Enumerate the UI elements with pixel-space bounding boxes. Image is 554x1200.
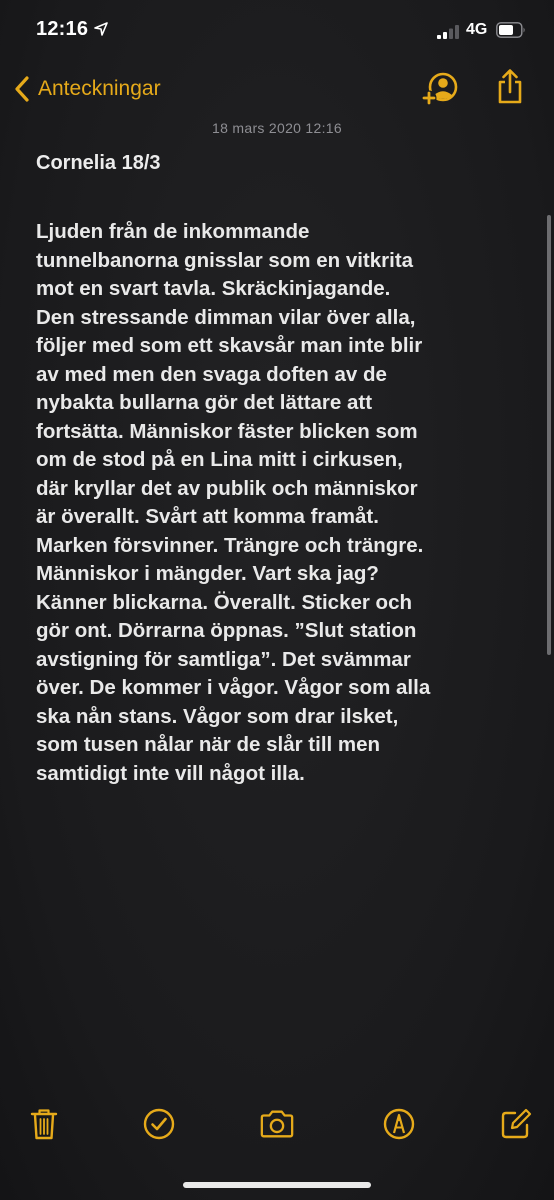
cellular-signal-icon <box>437 25 459 39</box>
location-arrow-icon <box>94 22 108 36</box>
camera-button[interactable] <box>259 1106 295 1142</box>
delete-button[interactable] <box>26 1106 62 1142</box>
markup-pen-icon <box>382 1107 416 1141</box>
back-label: Anteckningar <box>38 77 161 100</box>
note-body[interactable]: Ljuden från de inkommande tunnelbanorna gnisslar som en vitkrita mot en svart tavla. Skräckinjagande. Den stressande dimman vilar över alla, följer med som ett skavsår man inte blir av med men den svaga doften av de nybakta bullarna gör det lättare att fortsätta. Människor fäster blicken som om de stod på en Lina mitt i cirkusen, där kryllar det av publik och människor är överallt. Svårt att komma framåt. Marken försvinner. Trängre och trängre. Människor i mängder. Vart ska jag? Känner blickarna. Överallt. Sticker och gör ont. Dörrarna öppnas. ”Slut station avstigning för samtliga”. Det svämmar över. De kommer i vågor. Vågor som alla ska nån stans. Vågor som drar ilsket, som tusen nålar när de slår till men samtidigt inte vill något illa. <box>36 220 431 785</box>
add-people-button[interactable] <box>420 70 460 108</box>
compose-button[interactable] <box>498 1106 534 1142</box>
network-type: 4G <box>466 21 488 38</box>
note-title[interactable]: Cornelia 18/3 <box>36 152 161 174</box>
camera-icon <box>259 1108 295 1140</box>
note-date: 18 mars 2020 12:16 <box>212 120 342 136</box>
checklist-icon <box>142 1107 176 1141</box>
chevron-left-icon <box>14 76 30 102</box>
battery-icon <box>496 22 526 38</box>
home-indicator[interactable] <box>183 1182 371 1188</box>
trash-icon <box>29 1107 59 1141</box>
scroll-indicator[interactable] <box>547 215 551 655</box>
status-time: 12:16 <box>36 18 89 40</box>
navigation-bar <box>0 62 554 116</box>
share-button[interactable] <box>494 68 526 106</box>
back-button[interactable] <box>14 72 161 106</box>
bottom-toolbar <box>0 1100 554 1160</box>
status-bar <box>0 0 554 62</box>
person-add-icon <box>420 70 460 108</box>
share-icon <box>494 68 526 106</box>
checklist-button[interactable] <box>141 1106 177 1142</box>
compose-icon <box>499 1107 533 1141</box>
markup-button[interactable] <box>381 1106 417 1142</box>
